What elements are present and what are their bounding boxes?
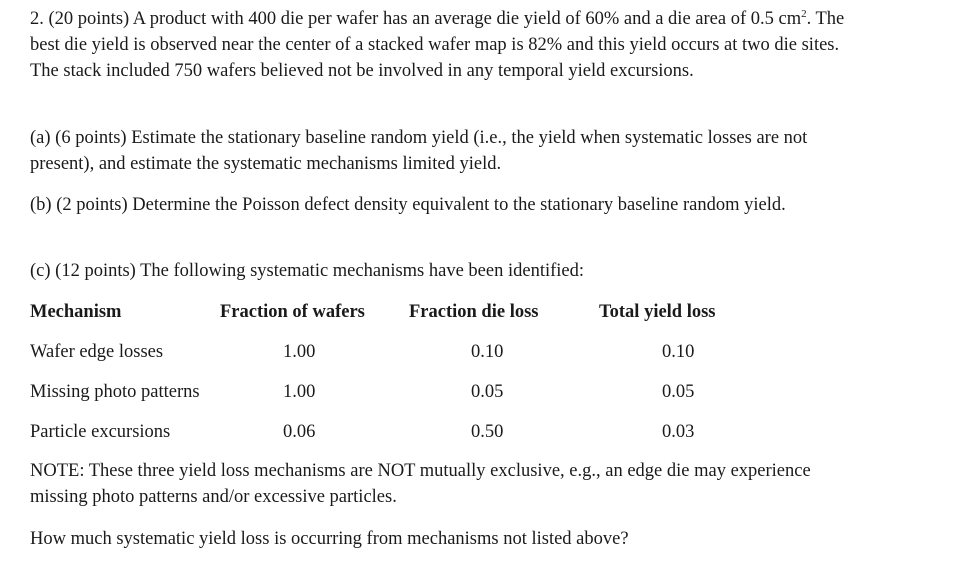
- question-paragraph: How much systematic yield loss is occurring from mechanisms not listed above?: [30, 529, 629, 549]
- fraction-wafers-cell: 0.06: [283, 422, 316, 442]
- table-header-row: [0, 299, 955, 325]
- table-row: [0, 379, 955, 405]
- part-b: (b) (2 points) Determine the Poisson defect density equivalent to the stationary baseline random yield.: [30, 195, 786, 215]
- table-row: [0, 339, 955, 365]
- fraction-die-loss-cell: 0.50: [471, 422, 504, 442]
- fraction-die-loss-cell: 0.05: [471, 382, 504, 402]
- header-fraction-wafers: Fraction of wafers: [220, 302, 365, 322]
- problem-intro: [30, 6, 860, 84]
- header-total-yield-loss: Total yield loss: [599, 302, 716, 322]
- part-a: (a) (6 points) Estimate the stationary baseline random yield (i.e., the yield when systematic losses are not present), and estimate the systematic mechanisms limited yield.: [30, 128, 808, 174]
- note-paragraph: NOTE: These three yield loss mechanisms are NOT mutually exclusive, e.g., an edge die may experience missing photo patterns and/or excessive particles.: [30, 461, 811, 507]
- intro-text-1: 2. (20 points) A product with 400 die per wafer has an average die yield of 60% and a die area of 0.5 cm: [30, 9, 802, 29]
- header-mechanism: Mechanism: [30, 302, 122, 322]
- table-row: [0, 419, 955, 445]
- mechanism-cell: Missing photo patterns: [30, 382, 200, 402]
- total-yield-loss-cell: 0.03: [662, 422, 695, 442]
- mechanism-cell: Particle excursions: [30, 422, 171, 442]
- part-c: (c) (12 points) The following systematic mechanisms have been identified:: [30, 261, 584, 281]
- total-yield-loss-cell: 0.05: [662, 382, 695, 402]
- total-yield-loss-cell: 0.10: [662, 342, 695, 362]
- header-fraction-die-loss: Fraction die loss: [409, 302, 539, 322]
- mechanism-cell: Wafer edge losses: [30, 342, 164, 362]
- intro-superscript: 2: [801, 7, 807, 20]
- fraction-die-loss-cell: 0.10: [471, 342, 504, 362]
- fraction-wafers-cell: 1.00: [283, 382, 316, 402]
- intro-text-2: . The best die yield is observed near the center of a stacked wafer map is 82% and this yield occurs at two die sites. The stack included 750 wafers believed not be involved in any temporal yield excursions.: [30, 9, 845, 81]
- fraction-wafers-cell: 1.00: [283, 342, 316, 362]
